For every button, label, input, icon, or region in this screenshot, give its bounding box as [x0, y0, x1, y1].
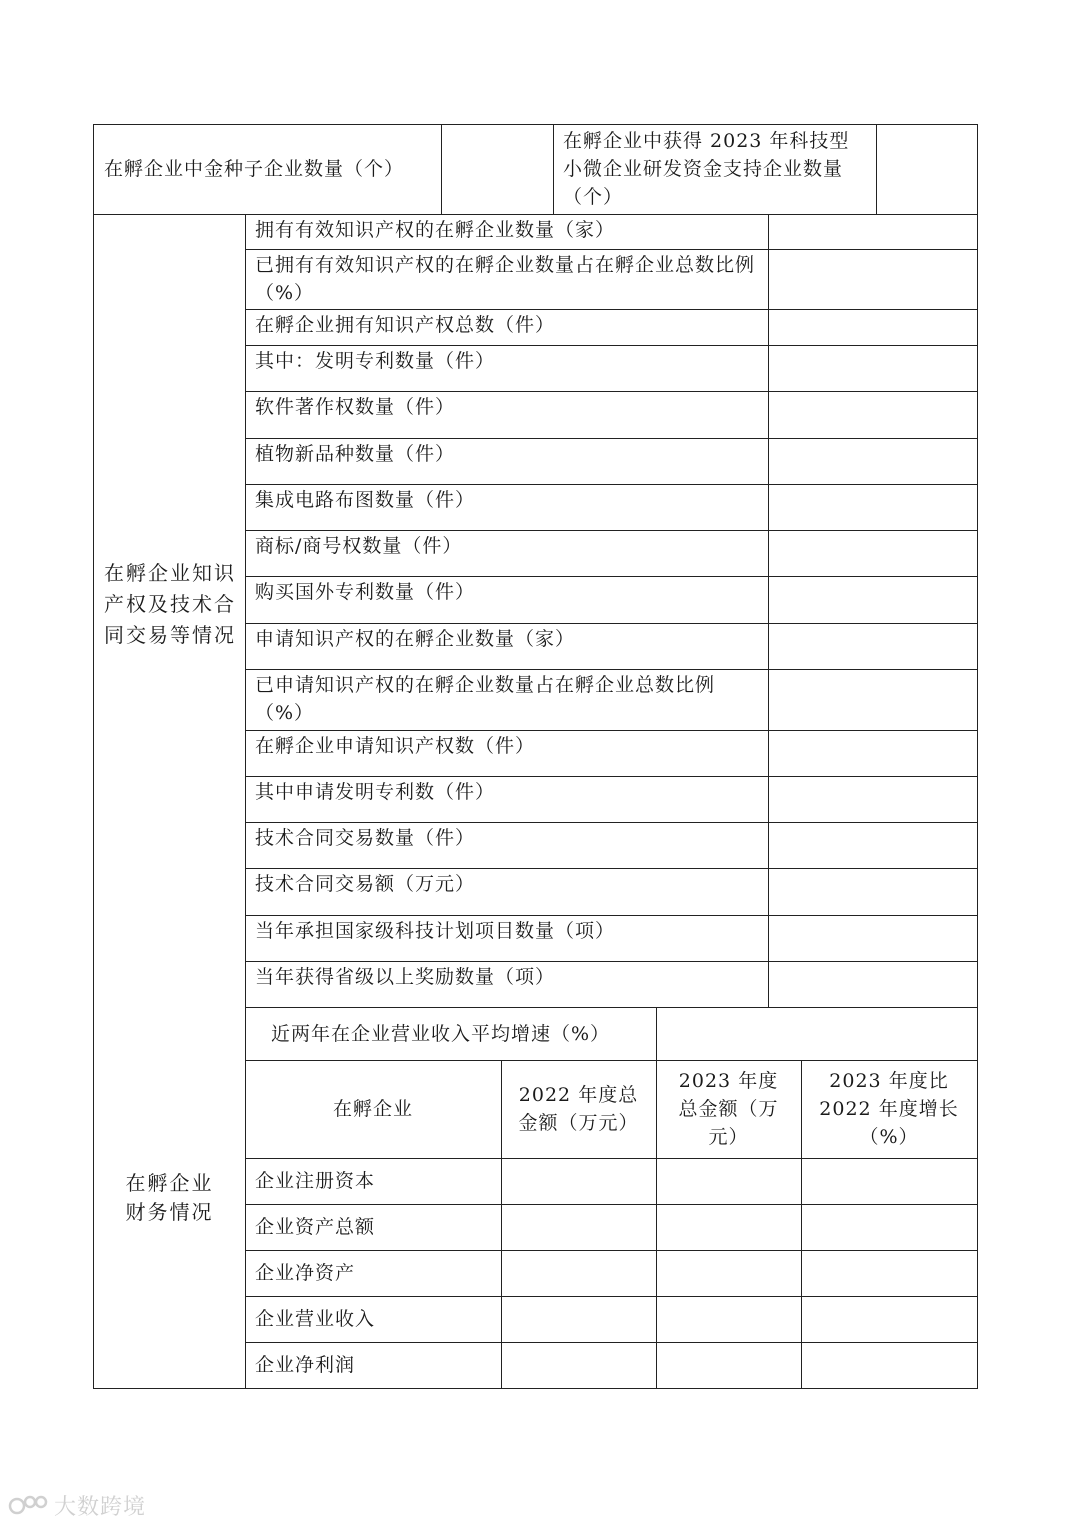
ip-row-value-cell[interactable] [768, 484, 977, 530]
watermark [8, 1490, 146, 1521]
header-2022-amount: 2022 年度总金额（万元） [518, 1084, 639, 1134]
ip-row-value-cell[interactable] [768, 530, 977, 576]
ip-row-label: 集成电路布图数量（件） [255, 489, 476, 511]
ip-row-value-cell[interactable] [768, 345, 977, 391]
watermark-text: 大数跨境 [54, 1495, 147, 1520]
ip-row-label: 其中申请发明专利数（件） [255, 781, 496, 803]
ip-row-label: 已拥有有效知识产权的在孵企业数量占在孵企业总数比例（%） [255, 254, 756, 304]
ip-row-value-cell[interactable] [768, 776, 977, 822]
avg-growth-value-cell[interactable] [656, 1008, 977, 1060]
finance-value-cell[interactable] [501, 1342, 656, 1388]
finance-row-label: 企业净资产 [255, 1262, 356, 1284]
finance-value-cell[interactable] [501, 1250, 656, 1296]
ip-section-label: 在孵企业知识产权及技术合同交易等情况 [104, 561, 236, 647]
header-2023-amount: 2023 年度总金额（万元） [678, 1070, 779, 1148]
sme-rd-value-cell[interactable] [876, 124, 977, 214]
finance-value-cell[interactable] [801, 1342, 977, 1388]
ip-row-label: 在孵企业拥有知识产权总数（件） [255, 314, 556, 336]
avg-growth-label: 近两年在企业营业收入平均增速（%） [271, 1023, 611, 1045]
header-growth: 2023 年度比 2022 年度增长（%） [819, 1070, 959, 1148]
ip-row-value-cell[interactable] [768, 961, 977, 1007]
ip-row-value-cell[interactable] [768, 391, 977, 438]
ip-row-label: 当年承担国家级科技计划项目数量（项） [255, 920, 616, 942]
gold-seed-label: 在孵企业中金种子企业数量（个） [104, 158, 405, 180]
finance-value-cell[interactable] [656, 1158, 801, 1204]
finance-section-label: 在孵企业财务情况 [125, 1171, 214, 1224]
finance-value-cell[interactable] [801, 1296, 977, 1342]
ip-row-label: 商标/商号权数量（件） [255, 535, 463, 557]
finance-value-cell[interactable] [801, 1204, 977, 1250]
finance-value-cell[interactable] [656, 1204, 801, 1250]
ip-row-label: 申请知识产权的在孵企业数量（家） [255, 628, 576, 650]
finance-value-cell[interactable] [501, 1204, 656, 1250]
finance-value-cell[interactable] [501, 1296, 656, 1342]
ip-row-label: 技术合同交易数量（件） [255, 827, 476, 849]
ip-row-label: 技术合同交易额（万元） [255, 873, 476, 895]
finance-row-label: 企业净利润 [255, 1354, 356, 1376]
header-enterprise: 在孵企业 [332, 1098, 413, 1120]
ip-row-value-cell[interactable] [768, 309, 977, 345]
sme-rd-label: 在孵企业中获得 2023 年科技型小微企业研发资金支持企业数量（个） [563, 130, 850, 208]
finance-value-cell[interactable] [656, 1342, 801, 1388]
ip-row-label: 当年获得省级以上奖励数量（项） [255, 966, 556, 988]
ip-row-label: 拥有有效知识产权的在孵企业数量（家） [255, 219, 616, 241]
ip-row-label: 其中：发明专利数量（件） [255, 350, 496, 372]
gold-seed-value-cell[interactable] [441, 124, 553, 214]
ip-row-label: 已申请知识产权的在孵企业数量占在孵企业总数比例（%） [255, 674, 716, 724]
ip-row-value-cell[interactable] [768, 438, 977, 484]
finance-value-cell[interactable] [656, 1250, 801, 1296]
ip-row-label: 购买国外专利数量（件） [255, 581, 476, 603]
finance-value-cell[interactable] [801, 1250, 977, 1296]
finance-row-label: 企业资产总额 [255, 1216, 376, 1238]
ip-row-value-cell[interactable] [768, 730, 977, 776]
ip-row-value-cell[interactable] [768, 249, 977, 309]
finance-row-label: 企业注册资本 [255, 1170, 376, 1192]
ip-row-label: 植物新品种数量（件） [255, 443, 456, 465]
ip-row-value-cell[interactable] [768, 868, 977, 915]
finance-value-cell[interactable] [501, 1158, 656, 1204]
finance-row-label: 企业营业收入 [255, 1308, 376, 1330]
brand-logo-icon [8, 1493, 50, 1519]
ip-row-value-cell[interactable] [768, 576, 977, 623]
ip-row-label: 在孵企业申请知识产权数（件） [255, 735, 536, 757]
finance-value-cell[interactable] [801, 1158, 977, 1204]
ip-row-value-cell[interactable] [768, 214, 977, 249]
ip-row-value-cell[interactable] [768, 669, 977, 730]
ip-row-value-cell[interactable] [768, 915, 977, 961]
ip-row-value-cell[interactable] [768, 822, 977, 868]
ip-row-label: 软件著作权数量（件） [255, 396, 456, 418]
ip-row-value-cell[interactable] [768, 623, 977, 669]
finance-value-cell[interactable] [656, 1296, 801, 1342]
